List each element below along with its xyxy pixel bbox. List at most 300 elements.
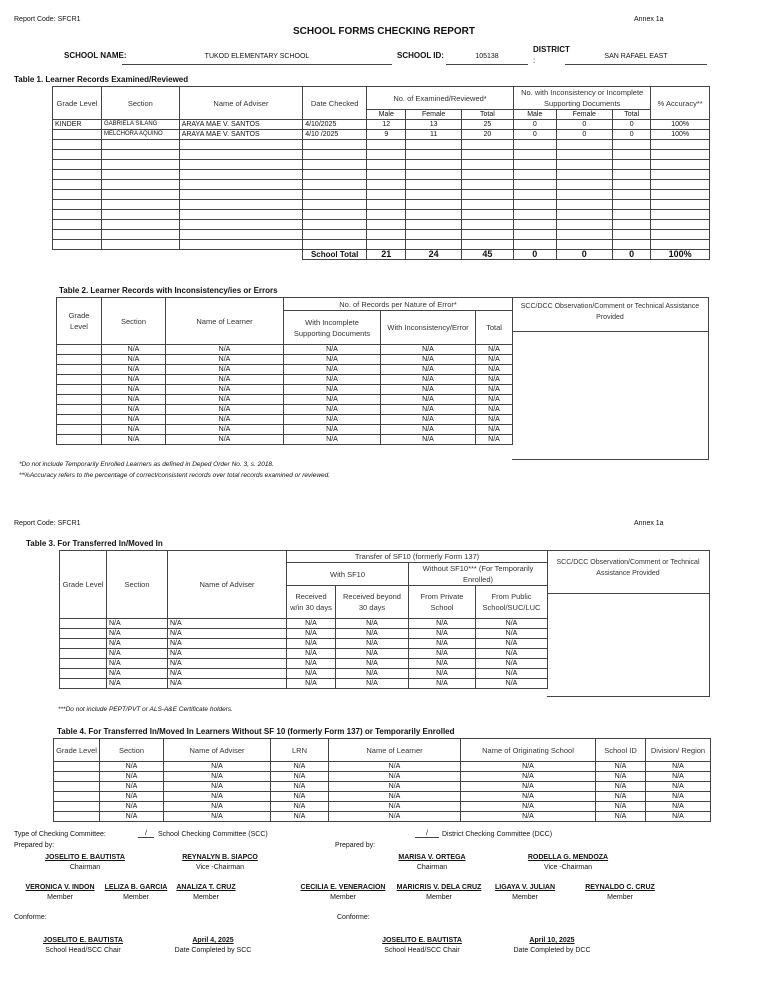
table-cell: N/A bbox=[166, 435, 284, 445]
table-cell: N/A bbox=[284, 385, 381, 395]
t2-header-observation: SCC/DCC Observation/Comment or Technical Assistance Provided bbox=[512, 298, 708, 332]
table-row bbox=[54, 772, 711, 782]
table-row bbox=[54, 802, 711, 812]
t1-adviser: ARAYA MAE V. SANTOS bbox=[179, 130, 303, 140]
table-cell bbox=[101, 240, 179, 250]
table-cell: N/A bbox=[476, 385, 513, 395]
table-cell bbox=[57, 395, 102, 405]
table-cell: N/A bbox=[284, 365, 381, 375]
t1-header-inc-female: Female bbox=[556, 110, 612, 120]
t1-adviser: ARAYA MAE V. SANTOS bbox=[179, 120, 303, 130]
table-cell bbox=[514, 140, 557, 150]
table-cell bbox=[406, 150, 461, 160]
table-cell: N/A bbox=[596, 812, 646, 822]
table3-title: Table 3. For Transferred In/Moved In bbox=[26, 539, 163, 548]
table-row bbox=[54, 812, 711, 822]
table-cell: N/A bbox=[166, 345, 284, 355]
t2-header-with-error: With Inconsistency/Error bbox=[381, 311, 476, 345]
signatory-school-head-1: JOSELITO E. BAUTISTA School Head/SCC Chair bbox=[43, 937, 123, 954]
annex-label-2: Annex 1a bbox=[634, 520, 664, 527]
table-cell bbox=[367, 150, 406, 160]
table-cell bbox=[406, 220, 461, 230]
table-cell: N/A bbox=[461, 772, 596, 782]
table3 bbox=[59, 550, 548, 689]
t3-header-observation: SCC/DCC Observation/Comment or Technical Assistance Provided bbox=[547, 551, 709, 594]
signatory-member-2: LELIZA B. GARCIA Member bbox=[104, 884, 168, 901]
t1-inc-total: 0 bbox=[613, 120, 651, 130]
scc-option: School Checking Committee (SCC) bbox=[158, 831, 268, 838]
table-cell: N/A bbox=[596, 792, 646, 802]
table-cell: N/A bbox=[381, 345, 476, 355]
t3-header-private: From Private School bbox=[409, 586, 476, 619]
table-cell bbox=[556, 220, 612, 230]
table-row bbox=[53, 170, 710, 180]
table2-title: Table 2. Learner Records with Inconsistency/ies or Errors bbox=[59, 286, 278, 295]
table-cell bbox=[179, 160, 303, 170]
table-cell: N/A bbox=[102, 375, 166, 385]
table-cell bbox=[101, 230, 179, 240]
scc-checkmark[interactable]: / bbox=[138, 830, 154, 838]
table-row bbox=[57, 425, 513, 435]
table-cell bbox=[613, 220, 651, 230]
table-cell bbox=[53, 140, 102, 150]
t1-total-total: 45 bbox=[461, 250, 513, 260]
table-cell: N/A bbox=[107, 639, 168, 649]
table-cell bbox=[57, 435, 102, 445]
t1-grade: KINDER bbox=[53, 120, 102, 130]
table-cell: N/A bbox=[107, 669, 168, 679]
t4-header-section: Section bbox=[100, 739, 164, 762]
table-cell: N/A bbox=[646, 802, 711, 812]
table-cell: N/A bbox=[284, 415, 381, 425]
table-row bbox=[53, 210, 710, 220]
table-cell: N/A bbox=[100, 802, 164, 812]
table-cell: N/A bbox=[381, 415, 476, 425]
table-cell bbox=[461, 170, 513, 180]
table-cell bbox=[613, 240, 651, 250]
table-cell bbox=[60, 619, 107, 629]
table-cell bbox=[556, 210, 612, 220]
table-cell bbox=[54, 762, 100, 772]
school-name-underline bbox=[122, 64, 392, 65]
table-cell: N/A bbox=[271, 802, 329, 812]
school-id-underline bbox=[446, 64, 528, 65]
table-cell: N/A bbox=[461, 782, 596, 792]
t1-grade bbox=[53, 130, 102, 140]
table-cell bbox=[613, 140, 651, 150]
table-cell bbox=[367, 180, 406, 190]
t3-header-with-sf10: With SF10 bbox=[287, 563, 409, 586]
table-cell bbox=[651, 150, 710, 160]
table-row bbox=[60, 669, 548, 679]
table-cell bbox=[179, 210, 303, 220]
table-cell: N/A bbox=[381, 375, 476, 385]
table-cell bbox=[179, 180, 303, 190]
table-cell: N/A bbox=[476, 435, 513, 445]
table-cell: N/A bbox=[336, 669, 409, 679]
t4-header-origin: Name of Originating School bbox=[461, 739, 596, 762]
t4-header-school-id: School ID bbox=[596, 739, 646, 762]
table-cell: N/A bbox=[107, 649, 168, 659]
table-cell: N/A bbox=[102, 425, 166, 435]
table-cell bbox=[514, 240, 557, 250]
table-cell bbox=[179, 150, 303, 160]
table-cell bbox=[53, 200, 102, 210]
table-cell: N/A bbox=[164, 802, 271, 812]
table-cell bbox=[367, 160, 406, 170]
table-cell bbox=[556, 140, 612, 150]
t1-header-total: Total bbox=[461, 110, 513, 120]
table-cell bbox=[303, 220, 367, 230]
t2-header-nature: No. of Records per Nature of Error* bbox=[284, 298, 513, 311]
table-row bbox=[57, 415, 513, 425]
table-cell bbox=[54, 802, 100, 812]
table-cell bbox=[54, 772, 100, 782]
t2-footnote-2: **%Accuracy refers to the percentage of correct/consistent records over total records examined or reviewed. bbox=[19, 472, 331, 479]
table-cell: N/A bbox=[409, 619, 476, 629]
signatory-dcc-chair: MARISA V. ORTEGA Chairman bbox=[398, 854, 466, 871]
table-row bbox=[60, 679, 548, 689]
date-completed-dcc: April 10, 2025 Date Completed by DCC bbox=[513, 937, 591, 954]
table-cell bbox=[101, 210, 179, 220]
table-cell: N/A bbox=[107, 619, 168, 629]
table-cell bbox=[651, 170, 710, 180]
table-cell: N/A bbox=[646, 762, 711, 772]
t1-total-inc-male: 0 bbox=[514, 250, 557, 260]
table-row bbox=[57, 365, 513, 375]
table-cell bbox=[101, 220, 179, 230]
table-cell: N/A bbox=[168, 669, 287, 679]
table-cell bbox=[406, 140, 461, 150]
table-cell bbox=[651, 230, 710, 240]
t1-inc-male: 0 bbox=[514, 120, 557, 130]
table-cell bbox=[651, 220, 710, 230]
table-row bbox=[60, 659, 548, 669]
table-row bbox=[53, 240, 710, 250]
committee-label: Type of Checking Committee: bbox=[14, 831, 106, 838]
table-cell: N/A bbox=[336, 619, 409, 629]
table-row bbox=[53, 190, 710, 200]
table-cell: N/A bbox=[271, 772, 329, 782]
t1-male: 9 bbox=[367, 130, 406, 140]
table-cell: N/A bbox=[102, 345, 166, 355]
table-cell: N/A bbox=[287, 679, 336, 689]
t2-header-grade: Grade Level bbox=[57, 298, 102, 345]
table-cell: N/A bbox=[381, 435, 476, 445]
t3-header-transfer: Transfer of SF10 (formerly Form 137) bbox=[287, 551, 548, 563]
table-cell: N/A bbox=[409, 659, 476, 669]
table-cell bbox=[406, 210, 461, 220]
table-cell bbox=[651, 160, 710, 170]
signatory-member-7: REYNALDO C. CRUZ Member bbox=[585, 884, 655, 901]
table-cell bbox=[651, 210, 710, 220]
table-cell bbox=[514, 180, 557, 190]
t2-header-learner: Name of Learner bbox=[166, 298, 284, 345]
t1-header-examined: No. of Examined/Reviewed* bbox=[367, 87, 514, 110]
school-id-label: SCHOOL ID: bbox=[397, 51, 444, 60]
table-cell: N/A bbox=[329, 812, 461, 822]
table-cell bbox=[613, 200, 651, 210]
table-row bbox=[60, 629, 548, 639]
t1-total-male: 21 bbox=[367, 250, 406, 260]
table-cell: N/A bbox=[107, 659, 168, 669]
table-cell bbox=[461, 190, 513, 200]
table-cell: N/A bbox=[476, 375, 513, 385]
table-cell: N/A bbox=[381, 405, 476, 415]
table-cell bbox=[303, 180, 367, 190]
table-cell bbox=[613, 230, 651, 240]
table-cell: N/A bbox=[476, 425, 513, 435]
table-cell bbox=[651, 200, 710, 210]
table-cell bbox=[179, 220, 303, 230]
table-cell bbox=[556, 160, 612, 170]
table-cell bbox=[406, 180, 461, 190]
table-cell bbox=[101, 180, 179, 190]
table-cell: N/A bbox=[476, 395, 513, 405]
t3-header-public: From Public School/SUC/LUC bbox=[476, 586, 548, 619]
table-cell: N/A bbox=[329, 762, 461, 772]
t1-header-inc-male: Male bbox=[514, 110, 557, 120]
table-cell bbox=[367, 170, 406, 180]
report-code-2: Report Code: SFCR1 bbox=[14, 520, 81, 527]
t1-section: MELCHORA AQUINO bbox=[101, 130, 179, 140]
table-cell bbox=[461, 200, 513, 210]
t1-header-female: Female bbox=[406, 110, 461, 120]
school-id-value: 105138 bbox=[475, 53, 499, 60]
t1-male: 12 bbox=[367, 120, 406, 130]
table-cell: N/A bbox=[166, 365, 284, 375]
table-cell bbox=[514, 160, 557, 170]
district-label: DISTRICT bbox=[533, 45, 570, 54]
t1-section: GABRIELA SILANG bbox=[101, 120, 179, 130]
table-cell bbox=[53, 170, 102, 180]
table-cell: N/A bbox=[476, 639, 548, 649]
table4 bbox=[53, 738, 711, 822]
table-cell: N/A bbox=[381, 355, 476, 365]
table-cell: N/A bbox=[284, 355, 381, 365]
signatory-member-3: ANALIZA T. CRUZ Member bbox=[176, 884, 236, 901]
table-cell: N/A bbox=[409, 639, 476, 649]
table-cell: N/A bbox=[287, 639, 336, 649]
table-cell bbox=[57, 385, 102, 395]
table-cell bbox=[651, 190, 710, 200]
t1-date: 4/10/2025 bbox=[303, 120, 367, 130]
table-cell: N/A bbox=[271, 792, 329, 802]
t3-header-received-beyond: Received beyond 30 days bbox=[336, 586, 409, 619]
t1-total-inc-female: 0 bbox=[556, 250, 612, 260]
dcc-checkmark[interactable]: / bbox=[415, 830, 439, 838]
table-cell: N/A bbox=[102, 405, 166, 415]
table-cell: N/A bbox=[476, 365, 513, 375]
table-cell: N/A bbox=[287, 659, 336, 669]
table-row bbox=[54, 782, 711, 792]
table-row bbox=[57, 385, 513, 395]
table-row bbox=[53, 150, 710, 160]
signatory-scc-vice: REYNALYN B. SIAPCO Vice -Chairman bbox=[182, 854, 258, 871]
table-cell: N/A bbox=[381, 395, 476, 405]
t1-total-inc-total: 0 bbox=[613, 250, 651, 260]
table-cell: N/A bbox=[476, 345, 513, 355]
table-cell: N/A bbox=[596, 782, 646, 792]
table-cell bbox=[60, 659, 107, 669]
conforme-label: Conforme: bbox=[14, 914, 47, 921]
signatory-member-6: LIGAYA V. JULIAN Member bbox=[494, 884, 556, 901]
table-cell: N/A bbox=[271, 782, 329, 792]
table-cell: N/A bbox=[409, 629, 476, 639]
table-cell: N/A bbox=[100, 782, 164, 792]
dcc-option: District Checking Committee (DCC) bbox=[442, 831, 553, 838]
table1-title: Table 1. Learner Records Examined/Reviewed bbox=[14, 75, 189, 84]
table-cell bbox=[60, 629, 107, 639]
table-row bbox=[53, 180, 710, 190]
table-cell bbox=[57, 365, 102, 375]
table-row bbox=[53, 120, 710, 130]
table-cell: N/A bbox=[646, 792, 711, 802]
table-cell: N/A bbox=[164, 792, 271, 802]
table-cell: N/A bbox=[284, 435, 381, 445]
t1-header-inconsistency: No. with Inconsistency or Incomplete Supporting Documents bbox=[514, 87, 651, 110]
t1-header-male: Male bbox=[367, 110, 406, 120]
table-cell: N/A bbox=[284, 425, 381, 435]
table-cell bbox=[53, 210, 102, 220]
table-cell bbox=[54, 812, 100, 822]
table-cell: N/A bbox=[284, 345, 381, 355]
table-cell: N/A bbox=[271, 812, 329, 822]
table-cell bbox=[613, 170, 651, 180]
table-cell bbox=[367, 220, 406, 230]
t1-date: 4/10 /2025 bbox=[303, 130, 367, 140]
table-cell: N/A bbox=[329, 802, 461, 812]
table-cell bbox=[406, 240, 461, 250]
table-row bbox=[54, 762, 711, 772]
table-cell: N/A bbox=[168, 639, 287, 649]
table-cell bbox=[57, 375, 102, 385]
table-cell: N/A bbox=[164, 782, 271, 792]
table-cell bbox=[60, 649, 107, 659]
table-cell: N/A bbox=[287, 649, 336, 659]
table-cell: N/A bbox=[166, 395, 284, 405]
t1-inc-male: 0 bbox=[514, 130, 557, 140]
table-cell bbox=[303, 230, 367, 240]
table-cell bbox=[514, 220, 557, 230]
table-cell bbox=[60, 639, 107, 649]
table-cell: N/A bbox=[461, 792, 596, 802]
table-cell: N/A bbox=[336, 659, 409, 669]
table-cell: N/A bbox=[284, 375, 381, 385]
table-cell bbox=[406, 170, 461, 180]
table-cell bbox=[53, 160, 102, 170]
table-cell bbox=[613, 180, 651, 190]
table-cell: N/A bbox=[596, 802, 646, 812]
table-cell bbox=[461, 180, 513, 190]
table-cell bbox=[556, 190, 612, 200]
table-cell bbox=[179, 140, 303, 150]
district-colon: : bbox=[533, 56, 536, 65]
t2-header-incomplete: With Incomplete Supporting Documents bbox=[284, 311, 381, 345]
table-cell bbox=[179, 240, 303, 250]
table-cell bbox=[461, 160, 513, 170]
table-cell: N/A bbox=[107, 679, 168, 689]
table-cell: N/A bbox=[102, 415, 166, 425]
table-cell bbox=[57, 345, 102, 355]
table-cell bbox=[303, 150, 367, 160]
table-cell: N/A bbox=[646, 782, 711, 792]
table-cell: N/A bbox=[476, 415, 513, 425]
table-cell bbox=[461, 140, 513, 150]
t1-accuracy: 100% bbox=[651, 130, 710, 140]
t1-header-inc-total: Total bbox=[613, 110, 651, 120]
table-cell: N/A bbox=[329, 772, 461, 782]
table-cell: N/A bbox=[168, 679, 287, 689]
table-cell: N/A bbox=[164, 772, 271, 782]
table-row bbox=[60, 639, 548, 649]
table-cell bbox=[514, 210, 557, 220]
table-row bbox=[53, 200, 710, 210]
table-cell bbox=[556, 230, 612, 240]
table4-title: Table 4. For Transferred In/Moved In Learners Without SF 10 (formerly Form 137) or Temporarily Enrolled bbox=[57, 727, 455, 736]
table-cell bbox=[53, 180, 102, 190]
t2-header-total: Total bbox=[476, 311, 513, 345]
table-cell bbox=[406, 190, 461, 200]
table-cell bbox=[303, 190, 367, 200]
table-cell bbox=[57, 425, 102, 435]
table-cell: N/A bbox=[102, 385, 166, 395]
table-cell: N/A bbox=[476, 679, 548, 689]
t4-header-adviser: Name of Adviser bbox=[164, 739, 271, 762]
table-cell bbox=[60, 669, 107, 679]
table-cell bbox=[303, 140, 367, 150]
table-cell: N/A bbox=[476, 649, 548, 659]
t1-header-section: Section bbox=[101, 87, 179, 120]
table-cell: N/A bbox=[168, 659, 287, 669]
table-cell bbox=[53, 240, 102, 250]
table-cell bbox=[367, 140, 406, 150]
table-cell bbox=[613, 210, 651, 220]
table-cell bbox=[461, 210, 513, 220]
table-cell: N/A bbox=[409, 649, 476, 659]
table-cell bbox=[101, 170, 179, 180]
table-cell: N/A bbox=[168, 649, 287, 659]
signatory-scc-chair: JOSELITO E. BAUTISTA Chairman bbox=[45, 854, 125, 871]
report-code: Report Code: SFCR1 bbox=[14, 16, 81, 23]
t4-header-grade: Grade Level bbox=[54, 739, 100, 762]
t1-inc-female: 0 bbox=[556, 130, 612, 140]
table-cell: N/A bbox=[166, 425, 284, 435]
table-cell bbox=[461, 150, 513, 160]
t3-header-without-sf10: Without SF10*** (For Temporarily Enrolled) bbox=[409, 563, 548, 586]
table-cell: N/A bbox=[461, 812, 596, 822]
t3-header-received-30: Received w/in 30 days bbox=[287, 586, 336, 619]
school-name-value: TUKOD ELEMENTARY SCHOOL bbox=[204, 53, 310, 60]
table-cell: N/A bbox=[476, 619, 548, 629]
table-cell bbox=[60, 679, 107, 689]
table-cell: N/A bbox=[164, 762, 271, 772]
t1-total-female: 24 bbox=[406, 250, 461, 260]
table-row bbox=[60, 619, 548, 629]
table-cell: N/A bbox=[100, 762, 164, 772]
t1-female: 11 bbox=[406, 130, 461, 140]
table-cell bbox=[53, 150, 102, 160]
table-cell bbox=[54, 792, 100, 802]
table-cell bbox=[367, 200, 406, 210]
district-underline bbox=[565, 64, 707, 65]
table-cell: N/A bbox=[596, 762, 646, 772]
table-cell bbox=[179, 200, 303, 210]
table-cell: N/A bbox=[284, 405, 381, 415]
table-cell bbox=[57, 415, 102, 425]
t1-total: 25 bbox=[461, 120, 513, 130]
t1-total-accuracy: 100% bbox=[651, 250, 710, 260]
